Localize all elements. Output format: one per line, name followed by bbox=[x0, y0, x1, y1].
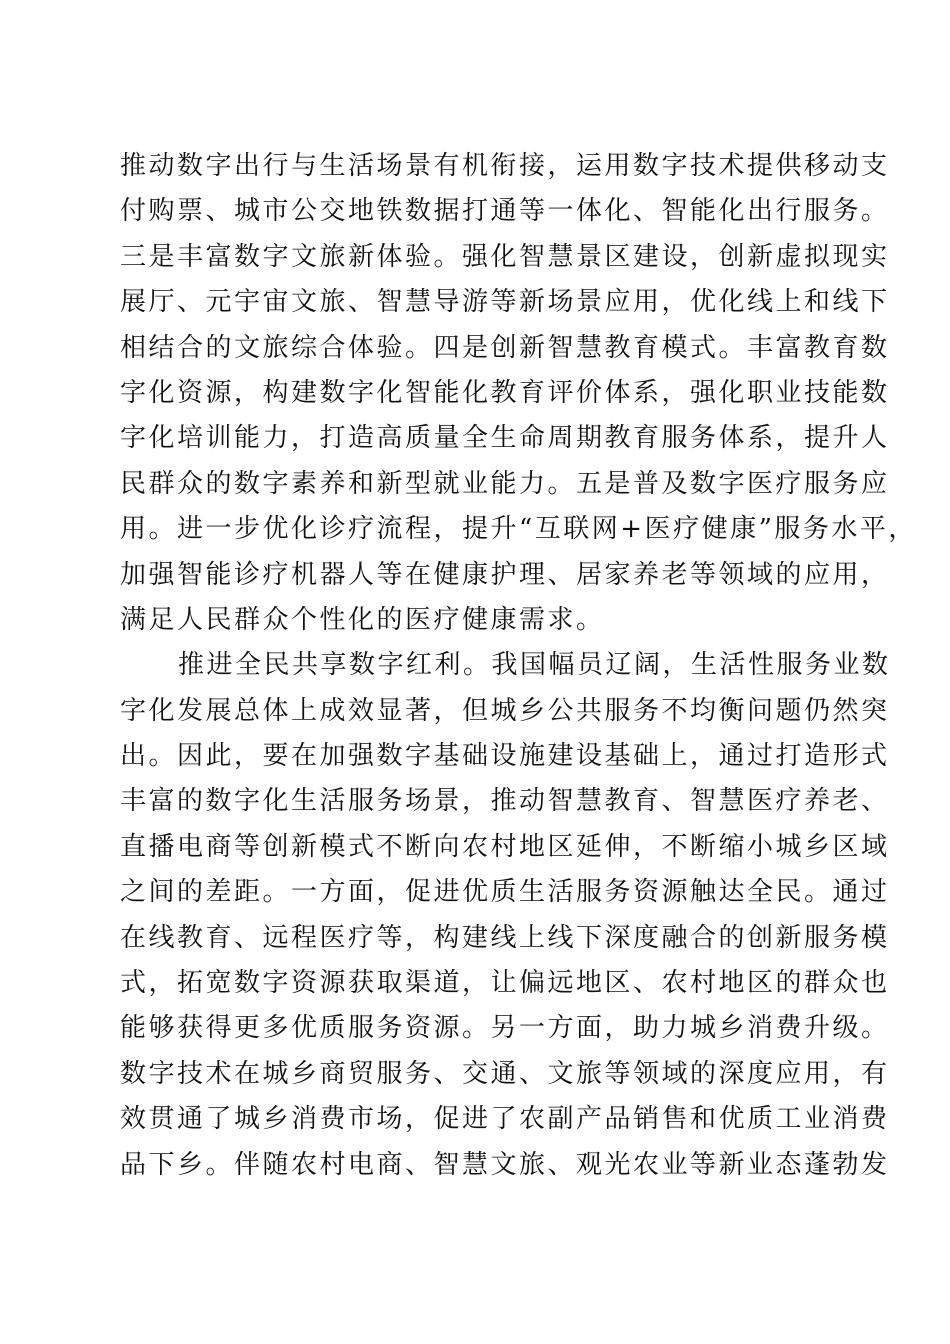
paragraph-2 bbox=[120, 643, 891, 1188]
text-line: 相结合的文旅综合体验。四是创新智慧教育模式。丰富教育数 bbox=[120, 332, 890, 363]
text-line: 能够获得更多优质服务资源。另一方面，助力城乡消费升级。 bbox=[120, 1013, 890, 1044]
text-line: 直播电商等创新模式不断向农村地区延伸，不断缩小城乡区域 bbox=[120, 831, 890, 862]
document-body bbox=[120, 144, 917, 1188]
text-line: 三是丰富数字文旅新体验。强化智慧景区建设，创新虚拟现实 bbox=[120, 241, 890, 272]
text-line: 字化资源，构建数字化智能化教育评价体系，强化职业技能数 bbox=[120, 377, 890, 408]
text-line: 出。因此，要在加强数字基础设施建设基础上，通过打造形式 bbox=[120, 741, 890, 772]
text-line: 用。进一步优化诊疗流程，提升“互联网+医疗健康”服务水平， bbox=[120, 514, 917, 545]
paragraph-1 bbox=[120, 144, 917, 643]
text-line: 展厅、元宇宙文旅、智慧导游等新场景应用，优化线上和线下 bbox=[120, 287, 890, 318]
text-line: 效贯通了城乡消费市场，促进了农副产品销售和优质工业消费 bbox=[120, 1104, 890, 1135]
text-line: 加强智能诊疗机器人等在健康护理、居家养老等领域的应用， bbox=[120, 559, 890, 590]
text-line: 推动数字出行与生活场景有机衔接，运用数字技术提供移动支 bbox=[120, 151, 890, 181]
text-line: 民群众的数字素养和新型就业能力。五是普及数字医疗服务应 bbox=[120, 468, 890, 499]
text-line: 数字技术在城乡商贸服务、交通、文旅等领域的深度应用，有 bbox=[120, 1058, 890, 1089]
text-line: 推进全民共享数字红利。我国幅员辽阔，生活性服务业数 bbox=[178, 650, 891, 681]
text-line: 式，拓宽数字资源获取渠道，让偏远地区、农村地区的群众也 bbox=[120, 968, 890, 999]
text-line: 丰富的数字化生活服务场景，推动智慧教育、智慧医疗养老、 bbox=[120, 786, 890, 817]
text-line: 品下乡。伴随农村电商、智慧文旅、观光农业等新业态蓬勃发 bbox=[120, 1149, 890, 1180]
text-line: 付购票、城市公交地铁数据打通等一体化、智能化出行服务。 bbox=[120, 196, 890, 227]
text-line: 字化培训能力，打造高质量全生命周期教育服务体系，提升人 bbox=[120, 423, 890, 454]
text-line: 满足人民群众个性化的医疗健康需求。 bbox=[120, 604, 605, 635]
text-line: 在线教育、远程医疗等，构建线上线下深度融合的创新服务模 bbox=[120, 922, 890, 953]
text-line: 之间的差距。一方面，促进优质生活服务资源触达全民。通过 bbox=[120, 877, 890, 908]
text-line: 字化发展总体上成效显著，但城乡公共服务不均衡问题仍然突 bbox=[120, 695, 890, 726]
